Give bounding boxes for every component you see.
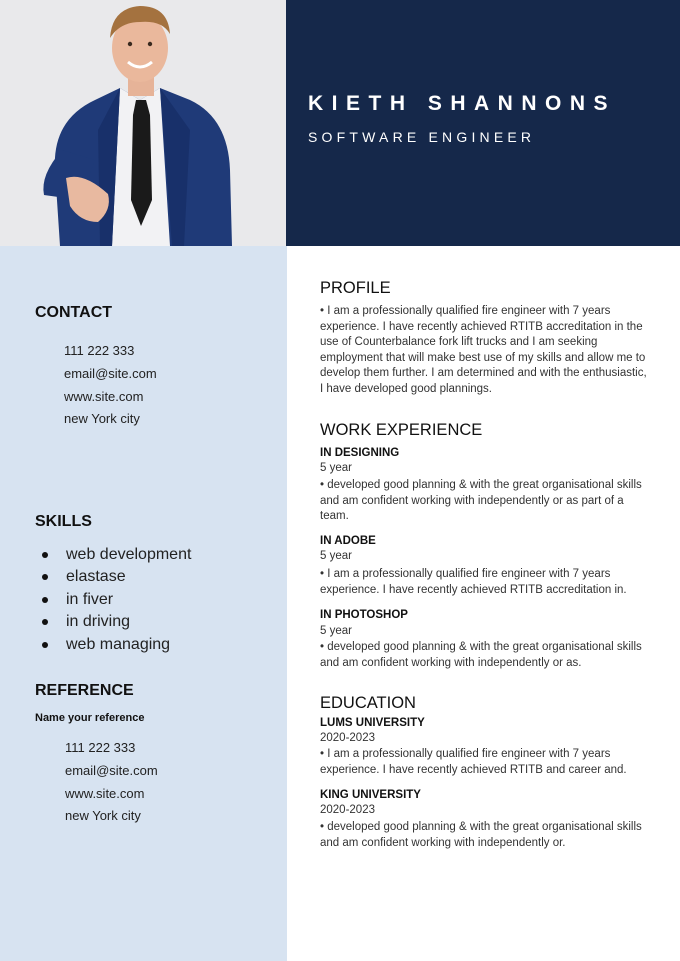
sidebar xyxy=(0,246,287,961)
contact-website: www.site.com xyxy=(64,389,144,404)
job-title-adobe: IN ADOBE xyxy=(320,535,376,547)
school-description: • developed good planning & with the great organisational skills and am confident working with independently or. xyxy=(320,821,642,849)
contact-phone: 111 222 333 xyxy=(64,343,135,358)
job-description: • developed good planning & with the great organisational skills and am confident working with independently or as. xyxy=(320,641,642,669)
job-description: • developed good planning & with the great organisational skills and am confident working with independently or as part of a team. xyxy=(320,479,642,523)
job-description: • I am a professionally qualified fire engineer with 7 years experience. I have recently achieved RTITB accreditation in. xyxy=(320,568,627,596)
reference-name: Name your reference xyxy=(35,712,145,724)
skill-item xyxy=(40,545,191,567)
bullet-icon xyxy=(42,597,48,603)
contact-city: new York city xyxy=(64,411,140,426)
profile-heading: PROFILE xyxy=(320,279,391,297)
school-name: LUMS UNIVERSITY xyxy=(320,717,425,729)
reference-city: new York city xyxy=(65,808,141,823)
contact-heading: CONTACT xyxy=(35,304,113,321)
bullet-icon xyxy=(42,619,48,625)
education-heading: EDUCATION xyxy=(320,694,416,712)
job-years: 5 year xyxy=(320,625,352,637)
skills-heading: SKILLS xyxy=(35,513,92,530)
school-years: 2020-2023 xyxy=(320,804,375,816)
bullet-icon xyxy=(42,552,48,558)
skill-label: elastase xyxy=(66,568,126,586)
skill-item xyxy=(40,635,191,657)
school-description: • I am a professionally qualified fire engineer with 7 years experience. I have recently achieved RTITB and career and. xyxy=(320,748,627,776)
skill-label: web development xyxy=(66,546,192,563)
skill-label: web managing xyxy=(66,635,171,653)
bullet-icon xyxy=(42,574,48,580)
person-name: KIETH SHANNONS xyxy=(308,92,617,115)
skill-item xyxy=(40,567,191,589)
profile-text: • I am a professionally qualified fire engineer with 7 years experience. I have recently achieved RTITB accreditation in the use of Counterbalance fork lift trucks and I am seeking employment that will make best use of my skills and allow me to develop them further. I am determined and with the enthusiastic, I have developed good plannings. xyxy=(320,305,647,395)
header-banner xyxy=(286,0,680,246)
job-years: 5 year xyxy=(320,462,352,474)
reference-phone: 111 222 333 xyxy=(65,740,136,755)
contact-email: email@site.com xyxy=(64,366,157,381)
school-years: 2020-2023 xyxy=(320,732,375,744)
skills-list xyxy=(40,545,191,657)
job-title-photoshop: IN PHOTOSHOP xyxy=(320,609,408,621)
reference-heading: REFERENCE xyxy=(35,682,134,699)
reference-email: email@site.com xyxy=(65,763,158,778)
job-title-designing: IN DESIGNING xyxy=(320,447,400,459)
skill-item xyxy=(40,612,191,634)
skill-label: in fiver xyxy=(66,590,114,608)
job-title: SOFTWARE ENGINEER xyxy=(308,129,536,145)
bullet-icon xyxy=(42,642,48,648)
reference-website: www.site.com xyxy=(65,786,145,801)
portrait-illustration xyxy=(0,0,286,246)
skill-item xyxy=(40,590,191,612)
school-name: KING UNIVERSITY xyxy=(320,789,421,801)
skill-label: in driving xyxy=(66,613,131,631)
job-years: 5 year xyxy=(320,550,352,562)
work-heading: WORK EXPERIENCE xyxy=(320,421,483,439)
profile-photo xyxy=(0,0,286,246)
